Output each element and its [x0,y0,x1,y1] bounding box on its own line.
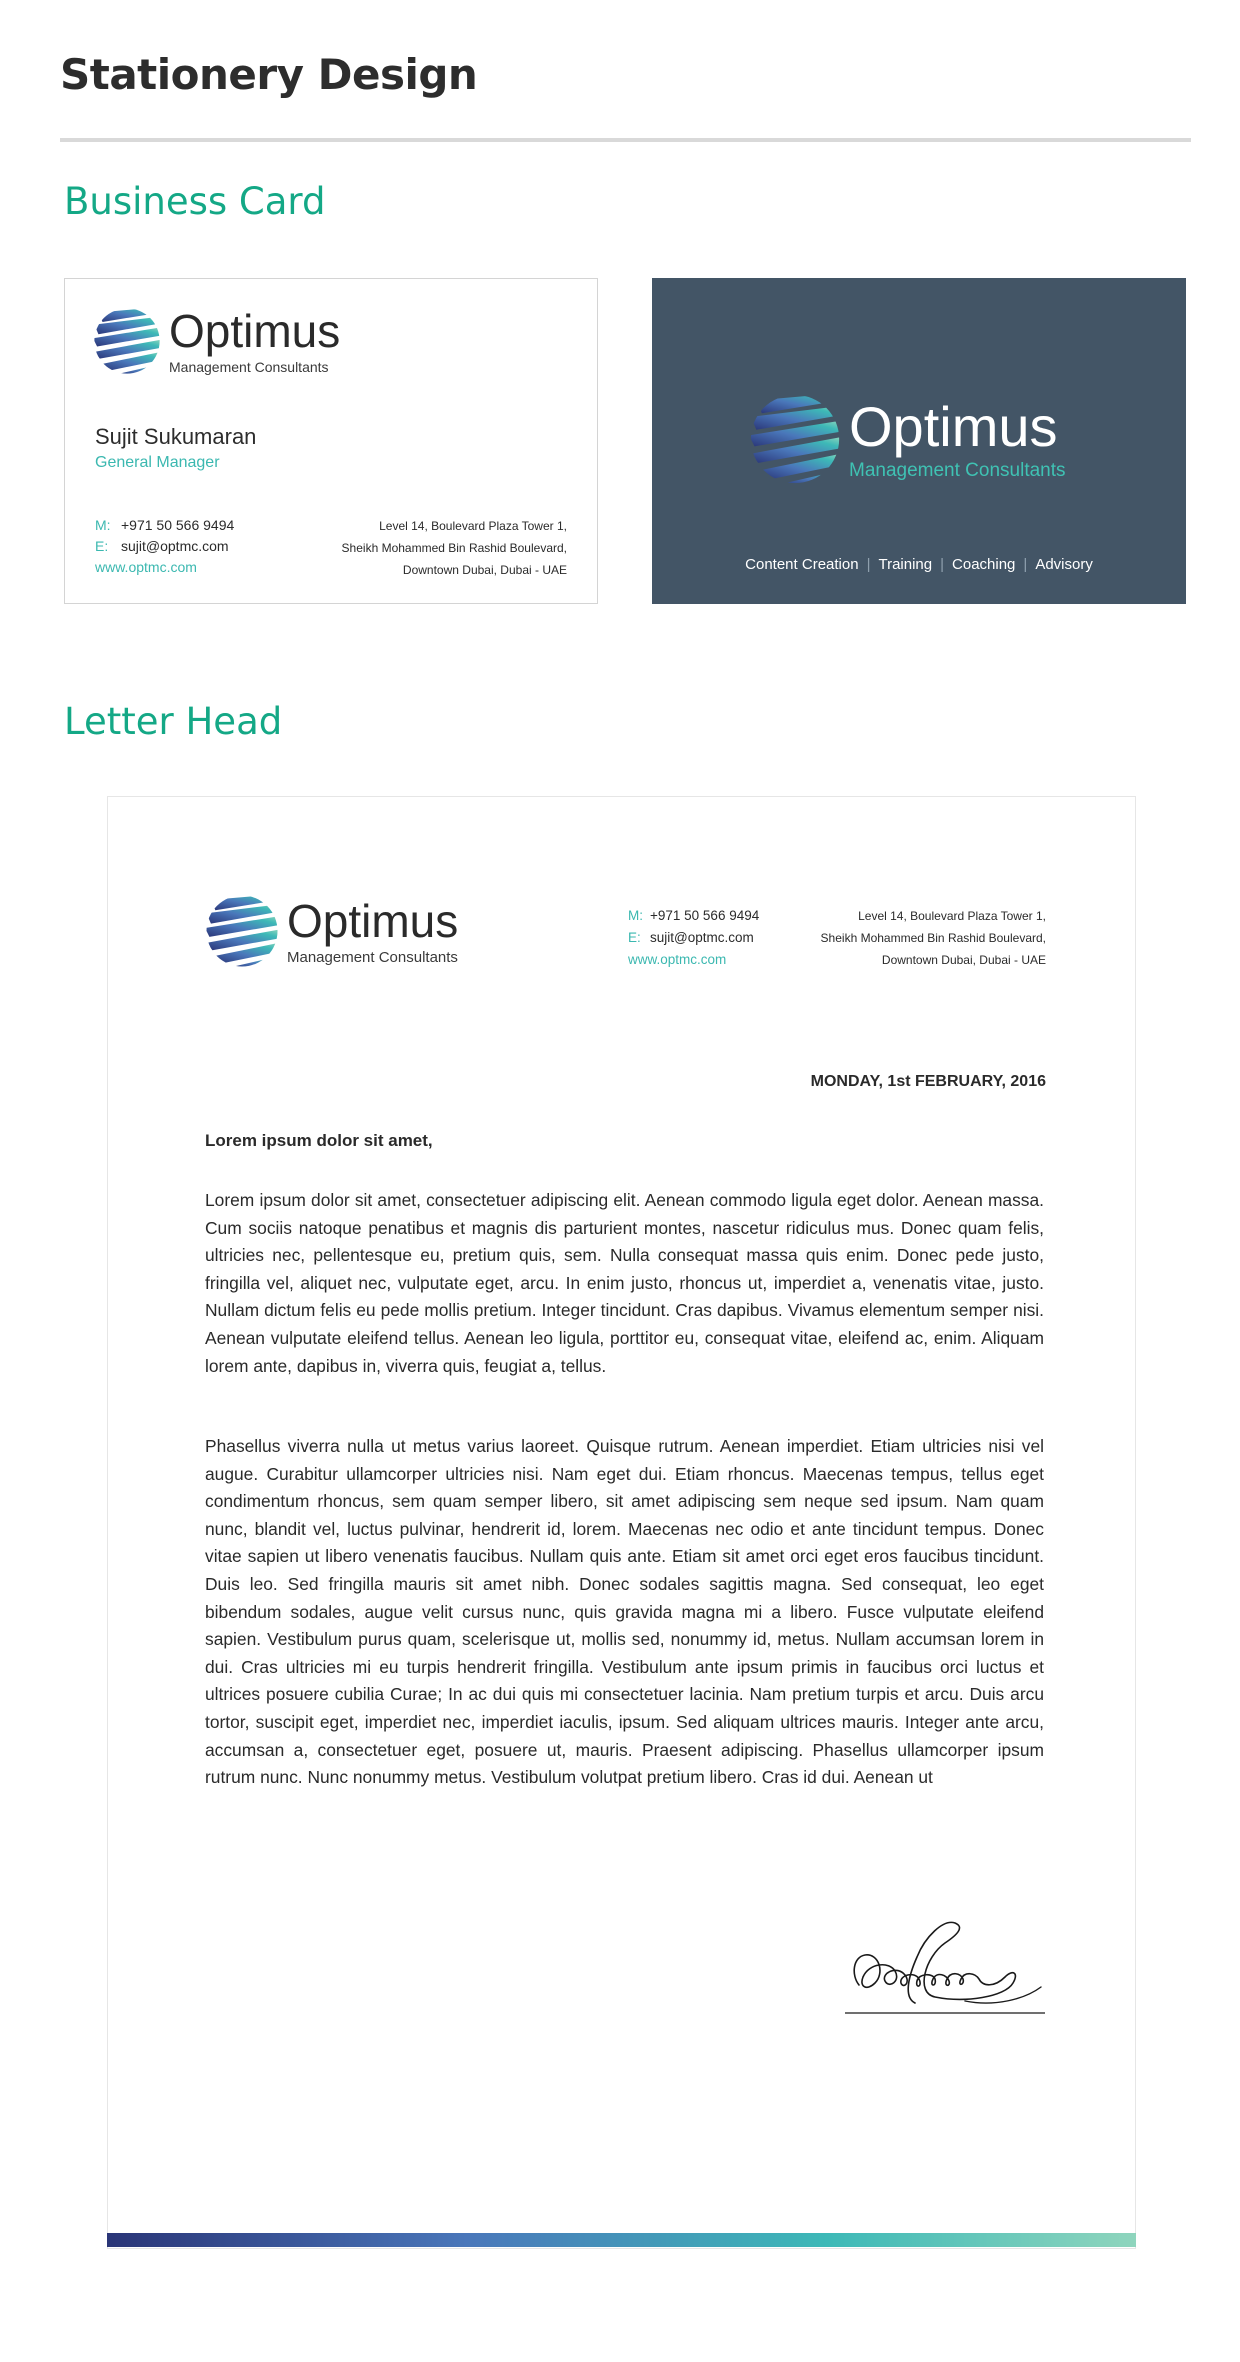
address-line-1: Level 14, Boulevard Plaza Tower 1, [858,909,1046,923]
service-separator: | [1023,556,1028,573]
brand-name: Optimus [287,894,459,947]
person-name: Sujit Sukumaran [95,424,257,449]
service-separator: | [866,556,871,573]
email-row [95,536,234,557]
mobile-number: +971 50 566 9494 [121,517,235,533]
handwritten-signature-icon [845,1917,1045,2017]
email-address: sujit@optmc.com [121,538,229,554]
letter-paragraph-1: Lorem ipsum dolor sit amet, consectetuer adipiscing elit. Aenean commodo ligula eget dolor. Aenean massa. Cum sociis natoque penatibus et magnis dis parturient montes, nascetur ridiculus mus. Donec quam felis, ultricies nec, pellentesque eu, pretium quis, sem. Nulla consequat massa quis enim. Donec pede justo, fringilla vel, aliquet nec, vulputate eget, arcu. In enim justo, rhoncus ut, imperdiet a, venenatis vitae, justo. Nullam dictum felis eu pede mollis pretium. Integer tincidunt. Cras dapibus. Vivamus elementum semper nisi. Aenean vulputate eleifend tellus. Aenean leo ligula, porttitor eu, consequat vitae, eleifend ac, enim. Aliquam lorem ante, dapibus in, viverra quis, feugiat a, tellus. [205,1190,1044,1376]
email-address: sujit@optmc.com [650,930,754,945]
service-item: Coaching [952,556,1016,573]
services-list [652,556,1186,573]
letterhead-footer-gradient [107,2233,1136,2247]
website-link: www.optmc.com [628,952,727,967]
service-item: Training [878,556,933,573]
page-title: Stationery Design [60,50,478,99]
optimus-logo [93,307,340,375]
letter-date: MONDAY, 1st FEBRUARY, 2016 [810,1073,1046,1090]
address-line-1: Level 14, Boulevard Plaza Tower 1, [379,519,567,533]
letter-salutation: Lorem ipsum dolor sit amet, [205,1131,433,1150]
mobile-number: +971 50 566 9494 [650,908,760,923]
letterhead-address-block [821,905,1046,971]
brand-name: Optimus [849,394,1058,458]
business-card-heading: Business Card [64,180,326,223]
address-line-2: Sheikh Mohammed Bin Rashid Boulevard, [341,541,567,555]
business-card-back [652,278,1186,604]
brand-name: Optimus [169,305,341,357]
website-row [95,557,234,578]
card-address-block [342,515,567,581]
service-item: Advisory [1035,556,1093,573]
service-separator: | [940,556,945,573]
address-line-3: Downtown Dubai, Dubai - UAE [402,563,567,577]
optimus-logo-reversed [749,393,1066,485]
email-label: E: [628,930,641,945]
website-row [628,949,759,971]
website-link: www.optmc.com [95,559,197,575]
sphere-stripes-icon [205,894,279,968]
email-row [628,927,759,949]
letterhead-page [107,796,1136,2249]
letter-head-heading: Letter Head [64,700,283,743]
brand-tagline: Management Consultants [169,359,329,375]
brand-tagline: Management Consultants [287,948,458,966]
letterhead-contact-block [628,905,759,971]
address-line-3: Downtown Dubai, Dubai - UAE [881,953,1046,967]
address-line-2: Sheikh Mohammed Bin Rashid Boulevard, [820,931,1046,945]
person-role: General Manager [95,454,220,471]
optimus-logo [205,894,458,968]
mobile-row [95,515,234,536]
brand-tagline: Management Consultants [849,459,1066,481]
email-label: E: [95,538,109,554]
card-contact-block [95,515,234,578]
mobile-label: M: [628,908,643,923]
sphere-stripes-icon [749,393,841,485]
business-card-front [64,278,598,604]
service-item: Content Creation [745,556,859,573]
title-divider [60,138,1191,142]
mobile-label: M: [95,517,111,533]
letter-paragraph-2: Phasellus viverra nulla ut metus varius laoreet. Quisque rutrum. Aenean imperdiet. Etiam ultricies nisi vel augue. Curabitur ullamcorper ultricies nisi. Nam eget dui. Etiam rhoncus. Maecenas tempus, tellus eget condimentum rhoncus, sem quam semper libero, sit amet adipiscing sem neque sed ipsum. Nam quam nunc, blandit vel, luctus pulvinar, hendrerit id, lorem. Maecenas nec odio et ante tincidunt tempus. Donec vitae sapien ut libero venenatis faucibus. Nullam quis ante. Etiam sit amet orci eget eros faucibus tincidunt. Duis leo. Sed fringilla mauris sit amet nibh. Donec sodales sagittis magna. Sed consequat, leo eget bibendum sodales, augue velit cursus nunc, quis gravida magna mi a libero. Fusce vulputate eleifend sapien. Vestibulum purus quam, scelerisque ut, mollis sed, nonummy id, metus. Nullam accumsan lorem in dui. Cras ultricies mi eu turpis hendrerit fringilla. Vestibulum ante ipsum primis in faucibus orci luctus et ultrices posuere cubilia Curae; In ac dui quis mi consectetuer lacinia. Nam pretium turpis et arcu. Duis arcu tortor, suscipit eget, imperdiet nec, imperdiet iaculis, ipsum. Sed aliquam ultrices mauris. Integer ante arcu, accumsan a, consectetuer eget, posuere ut, mauris. Praesent adipiscing. Phasellus ullamcorper ipsum rutrum nunc. Nunc nonummy metus. Vestibulum volutpat pretium libero. Cras id dui. Aenean ut [205,1436,1044,1788]
mobile-row [628,905,759,927]
sphere-stripes-icon [93,307,161,375]
